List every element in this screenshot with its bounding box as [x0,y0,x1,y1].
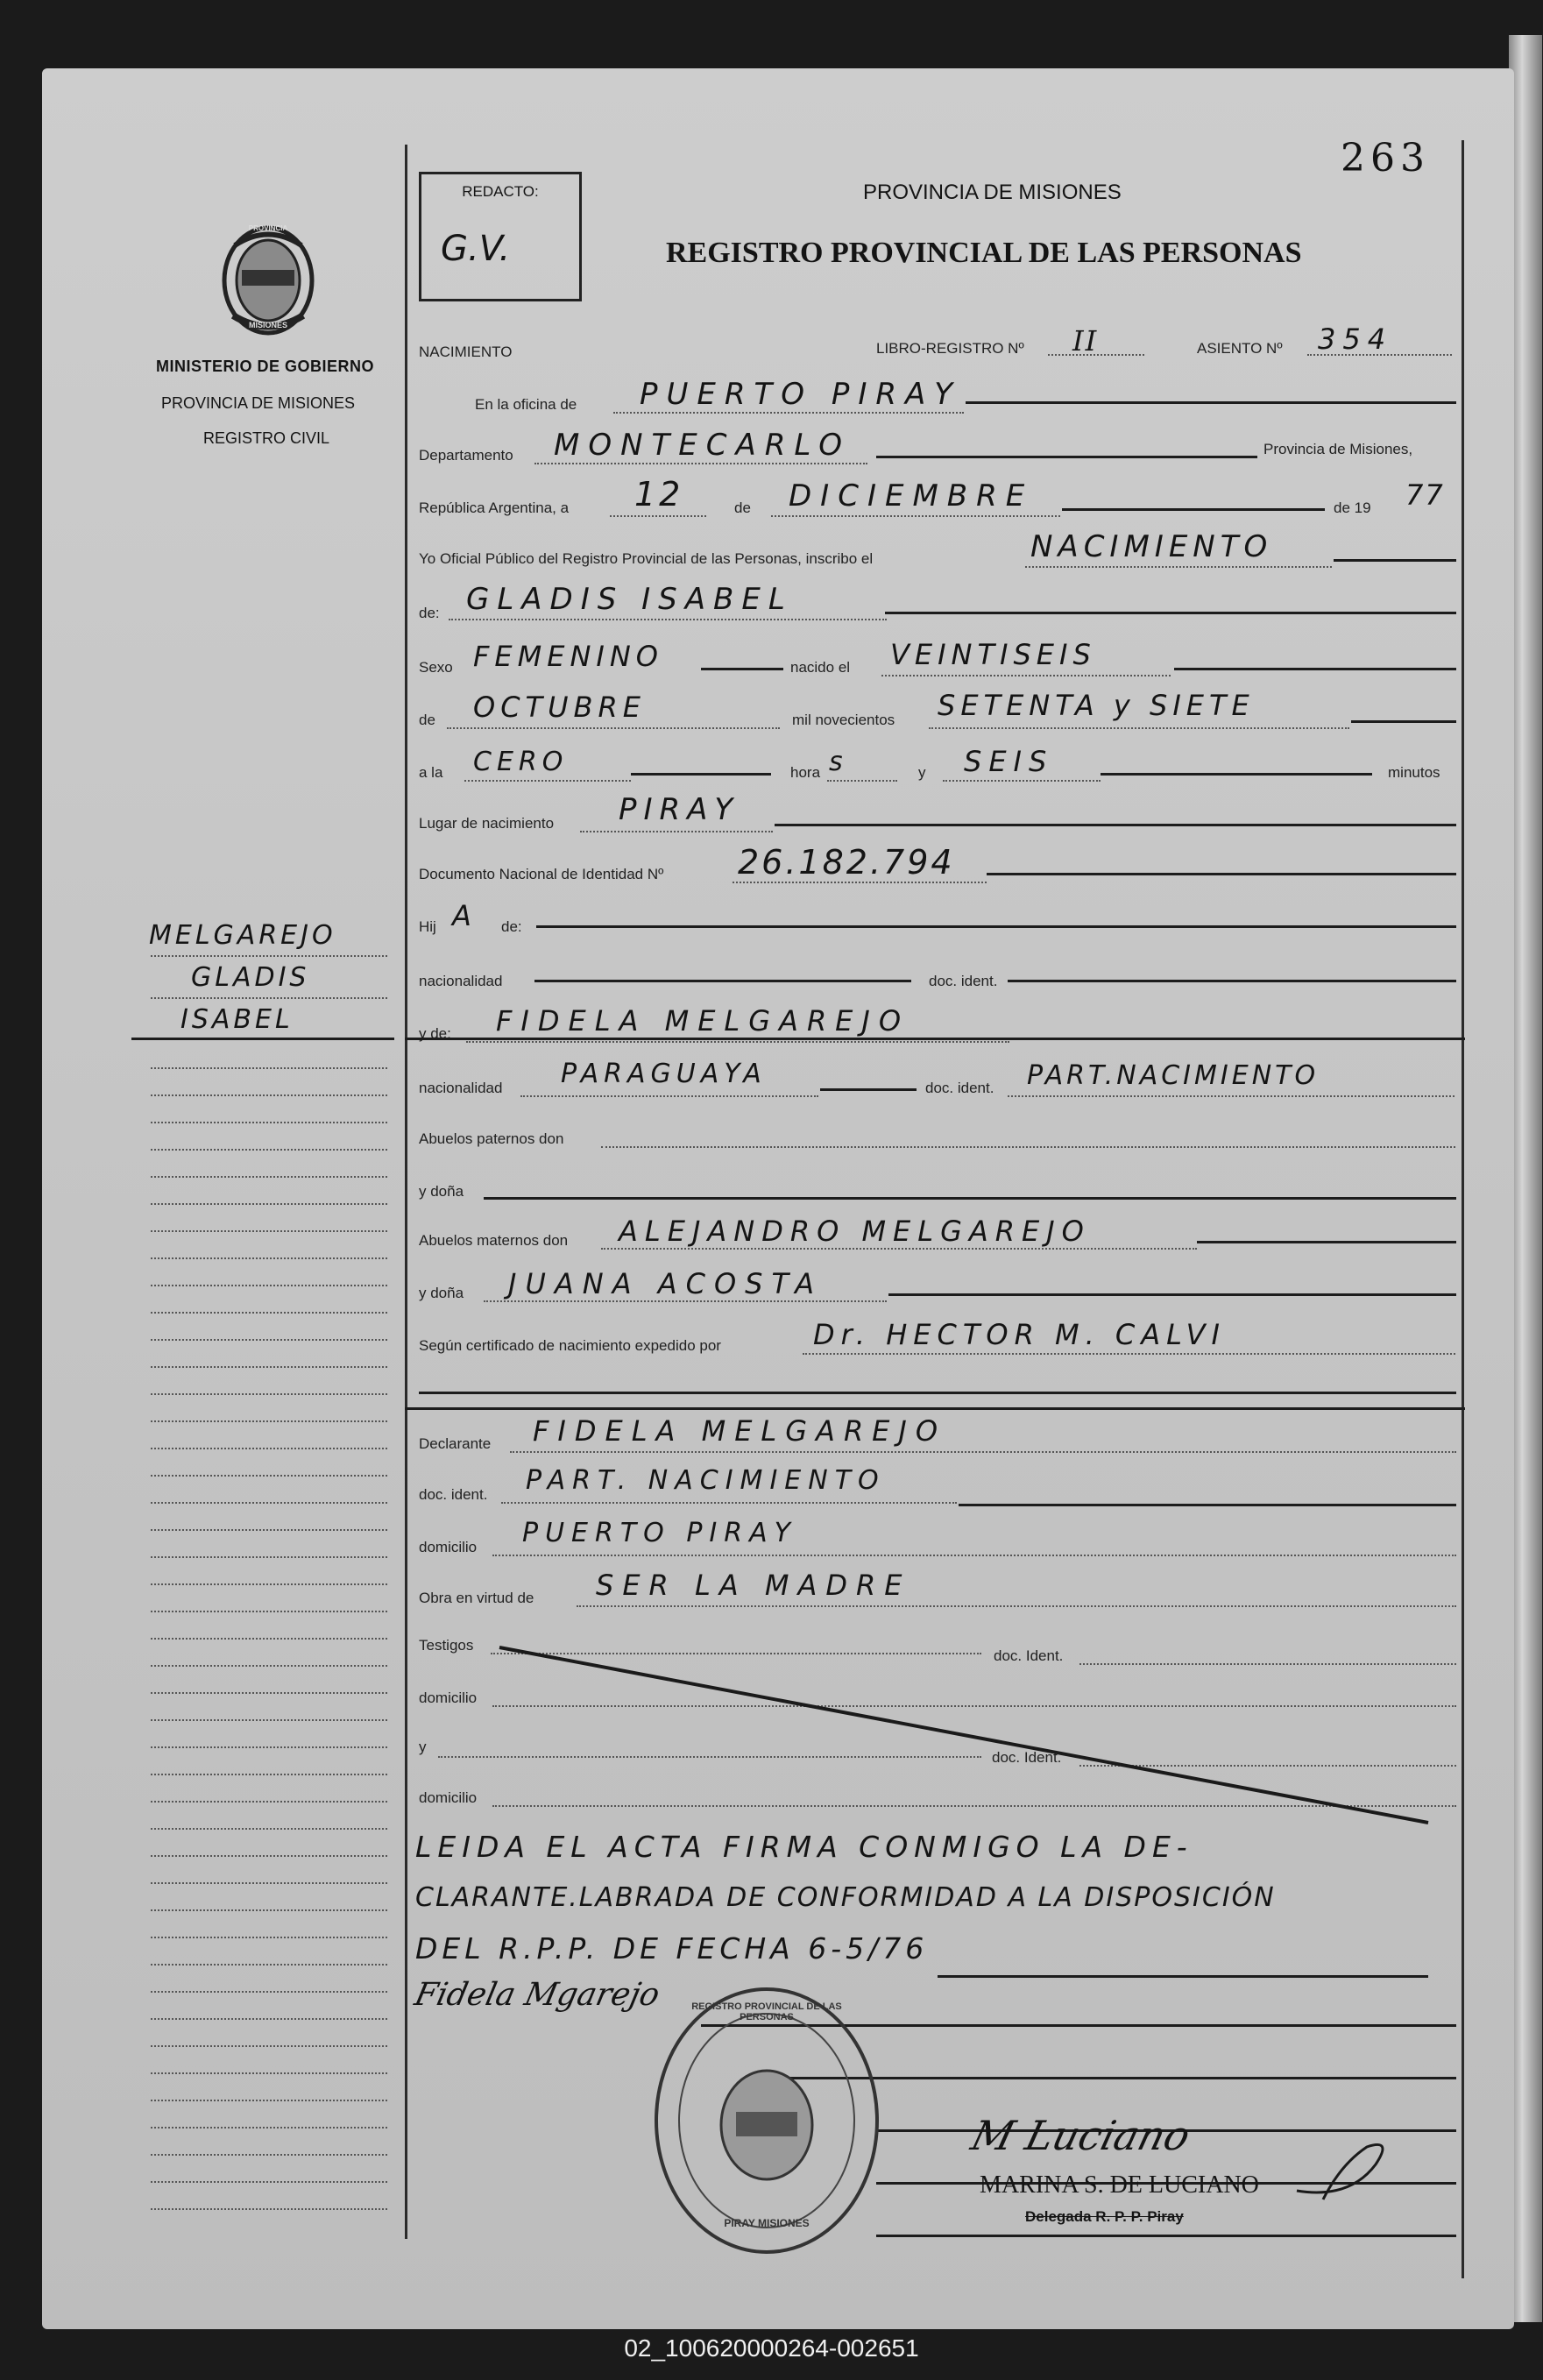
declarante-label: Declarante [419,1435,492,1452]
declarante-value: FIDELA MELGAREJO [533,1414,947,1448]
abuelo-mat-line [1197,1241,1456,1243]
lugar-value: PIRAY [619,792,740,827]
nacionalidad2-value: PARAGUAYA [561,1059,767,1089]
anio-nac-line [1351,720,1456,723]
anio-nac-dots [929,727,1349,729]
ala-label: a la [419,764,443,781]
margin-rule [151,1475,387,1477]
madre-line [405,1038,1465,1040]
officer-name: MARINA S. DE LUCIANO [980,2171,1259,2199]
hora-label: hora [790,764,821,781]
nombre-dots [449,619,887,620]
minutos-line [1101,773,1372,776]
margin-rule [151,1529,387,1531]
doc-ident-label: doc. ident. [929,973,998,989]
margin-rule [151,1828,387,1830]
margin-rule [151,1964,387,1966]
departamento-value: MONTECARLO [554,428,852,463]
margin-given-2: ISABEL [180,1004,294,1035]
ministry-line-2: PROVINCIA DE MISIONES [161,394,356,412]
hora-line [631,773,771,776]
margin-rule [151,2208,387,2210]
margin-rule [151,997,387,999]
doc-ident4-label: doc. Ident. [994,1647,1064,1664]
nacionalidad2-label: nacionalidad [419,1080,503,1096]
registry-stamp-icon [648,1980,885,2261]
stamp-text-top: REGISTRO PROVINCIAL DE LAS PERSONAS [691,2001,842,2022]
doc-ident3-value: PART. NACIMIENTO [526,1465,886,1496]
margin-rule [151,1583,387,1585]
mes-line [1062,508,1325,511]
oficina-value: PUERTO PIRAY [640,377,962,412]
sexo-line [701,668,783,670]
ydona-label: y doña [419,1183,464,1200]
hij-label: Hij [419,918,436,935]
margin-surname: MELGAREJO [149,920,336,951]
lugar-dots [580,831,773,832]
de2-label: de: [419,605,440,621]
nacionalidad-label: nacionalidad [419,973,503,989]
nacionalidad2-line [820,1088,917,1091]
margin-rule [151,1665,387,1667]
section-divider [405,1407,1465,1410]
nacido-dots [881,675,1171,676]
y-label: y [918,764,926,781]
departamento-dots [534,463,867,464]
dni-label: Documento Nacional de Identidad Nº [419,866,664,882]
margin-rule [151,1448,387,1449]
ydona-line [484,1197,1456,1200]
asiento-value: 354 [1318,322,1393,356]
sexo-value: FEMENINO [473,640,663,673]
asiento-label: ASIENTO Nº [1197,340,1283,357]
mes-nac-value: OCTUBRE [473,691,646,724]
oficial-value: NACIMIENTO [1030,529,1273,564]
departamento-label: Departamento [419,447,513,464]
oficial-line [1334,559,1456,562]
provincia-label: Provincia de Misiones, [1263,441,1413,457]
nacido-label: nacido el [790,659,851,676]
registry-title: REGISTRO PROVINCIAL DE LAS PERSONAS [666,237,1302,269]
margin-rule [151,2154,387,2156]
dni-dots [733,882,987,883]
margin-rule [151,1285,387,1286]
margin-rule [151,1882,387,1884]
ministry-line-1: MINISTERIO DE GOBIERNO [156,358,375,375]
nota-rule-e [876,2235,1456,2237]
margin-rule [151,1556,387,1558]
abuela-mat-value: JUANA ACOSTA [508,1267,823,1300]
minutos-label: minutos [1388,764,1440,781]
certificado-line [419,1392,1456,1394]
margin-rule [151,1366,387,1368]
margin-rule [151,1909,387,1911]
margin-rule [151,1094,387,1096]
yde-label: y de: [419,1025,451,1042]
page-number: 263 [1341,136,1430,181]
domicilio-label: domicilio [419,1539,478,1555]
margin-given-1: GLADIS [191,962,310,993]
obra-value: SER LA MADRE [596,1569,911,1602]
oficial-label: Yo Oficial Público del Registro Provincial de las Personas, inscribo el [419,550,874,567]
nacido-value: VEINTISEIS [890,638,1096,671]
margin-rule [151,2072,387,2074]
margin-rule [151,1774,387,1775]
nota-rule-b [789,2077,1456,2079]
y2-label: y [419,1739,427,1755]
nacionalidad-line [534,980,911,982]
doc-ident2-label: doc. ident. [925,1080,994,1096]
hora-dots [464,780,631,782]
domicilio3-label: domicilio [419,1789,478,1806]
obra-label: Obra en virtud de [419,1590,534,1606]
mes-nac-dots [447,727,780,729]
doc-ident3-label: doc. ident. [419,1486,488,1503]
margin-rule [151,1855,387,1857]
nota-line-3-rule [938,1975,1428,1978]
margin-rule [151,1746,387,1748]
right-border-line [1462,140,1464,2278]
oficina-dots [613,412,964,414]
de3-label: de [419,712,435,728]
domicilio2-label: domicilio [419,1689,478,1706]
testigos-label: Testigos [419,1637,474,1654]
republica-label: República Argentina, a [419,499,570,516]
anio-value: 77 [1405,478,1445,512]
stamp-text-bottom: PIRAY MISIONES [724,2217,810,2229]
doc-ident2-value: PART.NACIMIENTO [1027,1060,1320,1091]
signature-flourish [1288,2129,1402,2208]
nacionalidad2-dots [520,1095,818,1097]
margin-rule [151,1991,387,1993]
margin-rule [151,1257,387,1259]
sexo-label: Sexo [419,659,453,676]
redacto-box [419,172,582,301]
province-heading: PROVINCIA DE MISIONES [863,181,1122,204]
declarante-dots [510,1451,1456,1453]
abuelo-mat-value: ALEJANDRO MELGAREJO [619,1215,1091,1248]
dni-line [987,873,1456,875]
oficina-line [966,401,1456,404]
dia-dots [610,515,706,517]
madre-dots [466,1041,1009,1043]
doc-ident-line [1008,980,1456,982]
domicilio-dots [492,1555,1456,1556]
mil-label: mil novecientos [792,712,895,728]
margin-rule [151,1203,387,1205]
margin-rule [151,1149,387,1151]
de-label: de [734,499,751,516]
nota-line-3: DEL R.P.P. DE FECHA 6-5/76 [415,1931,929,1966]
margin-rule [151,2018,387,2020]
margin-rule [151,2100,387,2101]
doc-ident2-dots [1008,1095,1455,1097]
officer-title: Delegada R. P. P. Piray [1025,2208,1184,2225]
image-id-label: 02_100620000264-002651 [624,2334,919,2362]
abuela-mat-dots [484,1300,887,1302]
minutos-value: SEIS [964,745,1054,778]
redacto-value: G.V. [441,229,511,269]
ydona2-label: y doña [419,1285,464,1301]
obra-dots [577,1605,1456,1607]
hora-suffix: s [829,747,852,777]
dia-value: 12 [634,475,684,514]
margin-rule [151,2181,387,2183]
mes-dots [771,515,1060,517]
margin-rule [151,1611,387,1612]
abuelo-mat-dots [601,1248,1197,1250]
abuelos-pat-dots [601,1146,1455,1148]
margin-rule [151,1420,387,1422]
officer-signature: M Luciano [966,2112,1195,2159]
hora-suffix-dots [827,780,897,782]
margin-rule [151,1801,387,1803]
redacto-label: REDACTO: [462,183,539,200]
mes-value: DICIEMBRE [789,478,1034,514]
margin-underline [131,1038,394,1040]
margin-rule [151,2127,387,2129]
de4-label: de: [501,918,522,935]
seal-text-top: PROVINCIA [248,224,288,232]
nombre-line [885,612,1456,614]
seal-text-bottom: MISIONES [248,321,287,329]
libro-value: II [1072,324,1099,358]
margin-rule [151,1312,387,1314]
ministry-line-3: REGISTRO CIVIL [203,429,330,447]
certificado-label: Según certificado de nacimiento expedido por [419,1337,721,1354]
testigos-strike-line [491,1639,1455,1831]
departamento-line [876,456,1257,458]
minutos-dots [943,780,1101,782]
padre-line [536,925,1456,928]
nombre-value: GLADIS ISABEL [466,582,793,617]
certificado-dots [803,1353,1455,1355]
margin-rule [151,1339,387,1341]
oficial-dots [1025,566,1332,568]
doc-ident5-label: doc. Ident. [992,1749,1062,1766]
oficina-label: En la oficina de [475,396,577,413]
margin-divider-line [405,145,407,2239]
margin-rule [151,1067,387,1069]
abuelos-pat-label: Abuelos paternos don [419,1130,564,1147]
nacimiento-label: NACIMIENTO [419,344,513,360]
hora-value: CERO [473,747,569,777]
lugar-line [775,824,1456,826]
domicilio-value: PUERTO PIRAY [522,1518,797,1548]
margin-rule [151,2045,387,2047]
doc-ident3-line [959,1504,1456,1506]
declarante-signature: Fidela Mgarejo [411,1977,663,2013]
libro-label: LIBRO-REGISTRO Nº [876,340,1024,357]
nota-line-1: LEIDA EL ACTA FIRMA CONMIGO LA DE- [415,1830,1193,1864]
nacido-line [1174,668,1456,670]
lugar-label: Lugar de nacimiento [419,815,555,832]
coat-of-arms-icon [216,219,321,342]
anio-nac-value: SETENTA y SIETE [938,689,1255,722]
margin-rule [151,1502,387,1504]
certificado-value: Dr. HECTOR M. CALVI [813,1318,1226,1351]
abuelos-mat-label: Abuelos maternos don [419,1232,569,1249]
margin-rule [151,1176,387,1178]
margin-rule [151,1638,387,1640]
dni-value: 26.182.794 [738,843,955,882]
margin-rule [151,1937,387,1938]
madre-value: FIDELA MELGAREJO [496,1004,910,1038]
nota-line-2: CLARANTE.LABRADA DE CONFORMIDAD A LA DISPOSICIÓN [415,1882,1276,1913]
margin-rule [151,1122,387,1123]
margin-rule [151,1393,387,1395]
abuela-mat-line [888,1293,1456,1296]
margin-rule [151,1692,387,1694]
doc-ident3-dots [501,1502,957,1504]
hij-value: A [452,899,480,932]
margin-rule [151,955,387,957]
margin-rule [151,1230,387,1232]
anio-label: de 19 [1334,499,1371,516]
margin-rule [151,1719,387,1721]
